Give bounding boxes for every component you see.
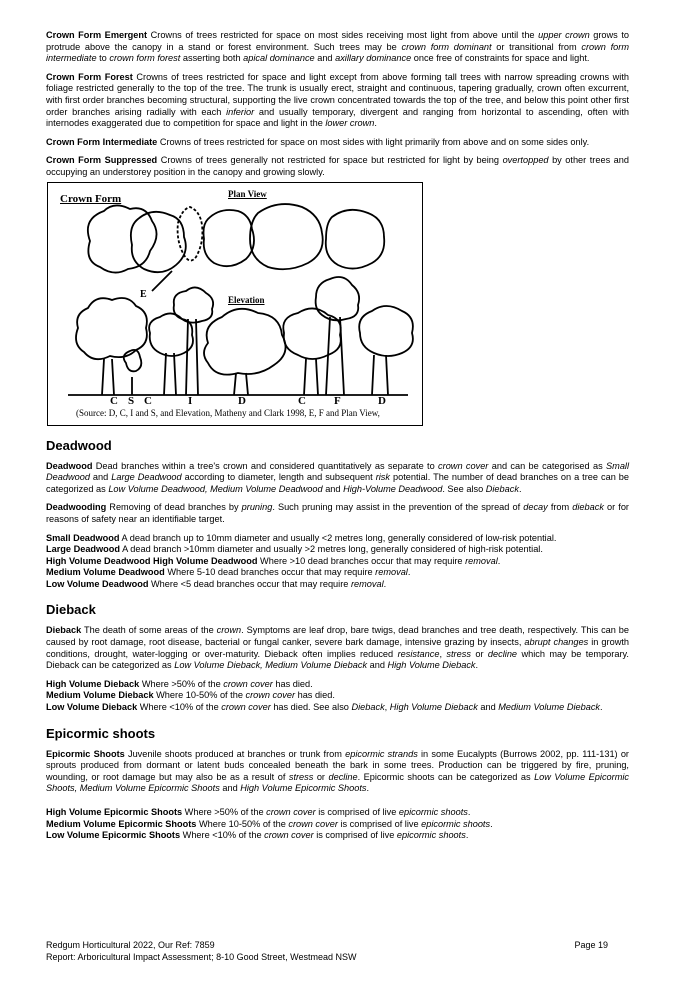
plan-crown-5: [326, 209, 385, 268]
footer-line-1: Redgum Horticultural 2022, Our Ref: 7859: [46, 940, 215, 950]
low-volume-epicormic: Low Volume Epicormic Shoots Where <10% of the crown cover is comprised of live epicormic shoots.: [46, 830, 469, 841]
low-volume-deadwood: Low Volume Deadwood Where <5 dead branches occur that may require removal.: [46, 578, 387, 589]
footer-line-2: Report: Arboricultural Impact Assessment; 8-10 Good Street, Westmead NSW: [46, 952, 357, 962]
elev-trunk-d1: [234, 373, 248, 395]
plan-view-label: Plan View: [228, 188, 267, 199]
crown-letters: [48, 395, 422, 409]
e-arrow: [152, 271, 172, 291]
elev-trunk-c1: [102, 359, 114, 395]
letter-f: F: [334, 394, 341, 407]
elev-trunk-d2: [372, 355, 388, 395]
low-volume-dieback: Low Volume Dieback Where <10% of the crown cover has died. See also Dieback, High Volume Dieback and Medium Volume Dieback.: [46, 702, 603, 713]
plan-crown-2: [131, 211, 186, 271]
epicormic-categories: [46, 807, 629, 842]
letter-d: D: [378, 394, 386, 407]
deadwood-categories: [46, 533, 629, 591]
dieback-definition: Dieback The death of some areas of the crown. Symptoms are leaf drop, bare twigs, dead branches and tree death, respectively. This can be caused by root damage, root disease, bacterial or fungal canker, severe bark damage, intensive grazing by insects, abrupt changes in growth conditions, drought, water-logging or over-maturity. Dieback often implies reduced resistance, stress or decline which may be temporary. Dieback can be categorized as Low Volume Dieback, Medium Volume Dieback and High Volume Dieback.: [46, 625, 630, 671]
epicormic-definition: Epicormic Shoots Juvenile shoots produced at branches or trunk from epicormic strands in some Eucalypts (Burrows 2002, pp. 111-131) or sprouts produced from dormant or latent buds concealed beneath the bark in some trees. Production can be triggered by fire, pruning, wounding, or root damage but may also be as a result of stress or decline. Epicormic shoots can be categorized as Low Volume Epicormic Shoots, Medium Volume Epicormic Shoots and High Volume Epicormic Shoots.: [46, 748, 629, 794]
small-deadwood: Small Deadwood A dead branch up to 10mm diameter and usually <2 metres long, generally considered of low-risk potential.: [46, 532, 557, 543]
plan-crown-1: [88, 205, 157, 272]
deadwood-definition: Deadwood Dead branches within a tree's crown and considered quantitatively as separate to crown cover and can be categorised as Small Deadwood and Large Deadwood according to diameter, length and subsequent risk potential. The number of dead branches on a tree can be categorized as Low Volume Deadwood, Medium Volume Deadwood and High-Volume Deadwood. See also Dieback.: [46, 460, 630, 494]
deadwooding-definition: Deadwooding Removing of dead branches by pruning. Such pruning may assist in the prevention of the spread of decay from dieback or for reasons of safety near an identifiable target.: [46, 502, 629, 524]
high-volume-dieback: High Volume Dieback Where >50% of the crown cover has died.: [46, 678, 313, 689]
crown-form-emergent-paragraph: Crown Form Emergent Crowns of trees restricted for space on most sides receiving most light from above until the upper crown grows to protrude above the canopy in a stand or forest environment. Such trees may be crown form dominant or transitional from crown form intermediate to crown form forest asserting both apical dominance and axillary dominance once free of constraints for space and light.: [46, 30, 629, 64]
letter-c: C: [110, 394, 118, 407]
crown-form-suppressed-paragraph: Crown Form Suppressed Crowns of trees generally not restricted for space but restricted for light by being overtopped by other trees and occupying an understorey position in the canopy and growing slowly.: [46, 155, 630, 177]
dieback-heading: Dieback: [46, 602, 96, 618]
letter-i: I: [188, 394, 193, 407]
letter-d: D: [238, 394, 246, 407]
large-deadwood: Large Deadwood A dead branch >10mm diameter and usually >2 metres long, generally considered of high-risk potential.: [46, 544, 543, 555]
elev-crown-f: [316, 277, 360, 320]
crown-form-intermediate-paragraph: Crown Form Intermediate Crowns of trees restricted for space on most sides with light primarily from above and on some sides only.: [46, 136, 590, 147]
elev-trunk-c3: [304, 359, 318, 395]
elevation-label: Elevation: [228, 294, 265, 305]
page-number: Page 19: [574, 940, 608, 950]
page-footer: [46, 939, 608, 963]
plan-crown-3: [204, 210, 255, 266]
crown-form-figure: [47, 182, 423, 426]
elev-trunk-f: [326, 317, 344, 395]
dieback-categories: [46, 679, 629, 714]
elev-crown-d1: [204, 308, 286, 374]
emergent-label: E: [140, 288, 147, 300]
letter-s: S: [128, 394, 135, 407]
figure-source: (Source: D, C, I and S, and Elevation, Matheny and Clark 1998, E, F and Plan View,: [76, 407, 380, 418]
high-volume-epicormic: High Volume Epicormic Shoots Where >50% of the crown cover is comprised of live epicormic shoots.: [46, 807, 471, 817]
elev-crown-c3: [283, 308, 341, 359]
epicormic-heading: Epicormic shoots: [46, 725, 156, 741]
plan-crown-suppressed: [178, 207, 203, 261]
elev-crown-i: [174, 287, 213, 322]
plan-crown-4: [250, 204, 323, 269]
elev-crown-d2: [359, 306, 413, 356]
high-volume-deadwood: High Volume Deadwood High Volume Deadwood Where >10 dead branches occur that may require removal.: [46, 555, 501, 566]
deadwood-heading: Deadwood: [46, 437, 112, 453]
figure-title: Crown Form: [60, 192, 122, 205]
medium-volume-deadwood: Medium Volume Deadwood Where 5-10 dead branches occur that may require removal.: [46, 567, 411, 578]
elev-trunk-c2: [164, 353, 176, 395]
medium-volume-dieback: Medium Volume Dieback Where 10-50% of the crown cover has died.: [46, 690, 335, 701]
crown-form-forest-paragraph: Crown Form Forest Crowns of trees restricted for space and light except from above forming tall trees with narrow spreading crowns with foliage restricted generally to the top of the tree. The trunk is usually erect, straight and continuous, tapering gradually, crown often excurrent, with first order branches becoming structural, supporting the live crown concentrated towards the top of the tree, and below this point other first order branches arising radially with each inferior and usually temporary, divergent and ranging from horizontal to ascending, often with internodes exaggerated due to competition for space and light in the lower crown.: [46, 71, 629, 129]
document-page: [46, 30, 629, 842]
medium-volume-epicormic: Medium Volume Epicormic Shoots Where 10-50% of the crown cover is comprised of live epicormic shoots.: [46, 818, 493, 829]
letter-c: C: [144, 394, 152, 407]
letter-c: C: [298, 394, 306, 407]
